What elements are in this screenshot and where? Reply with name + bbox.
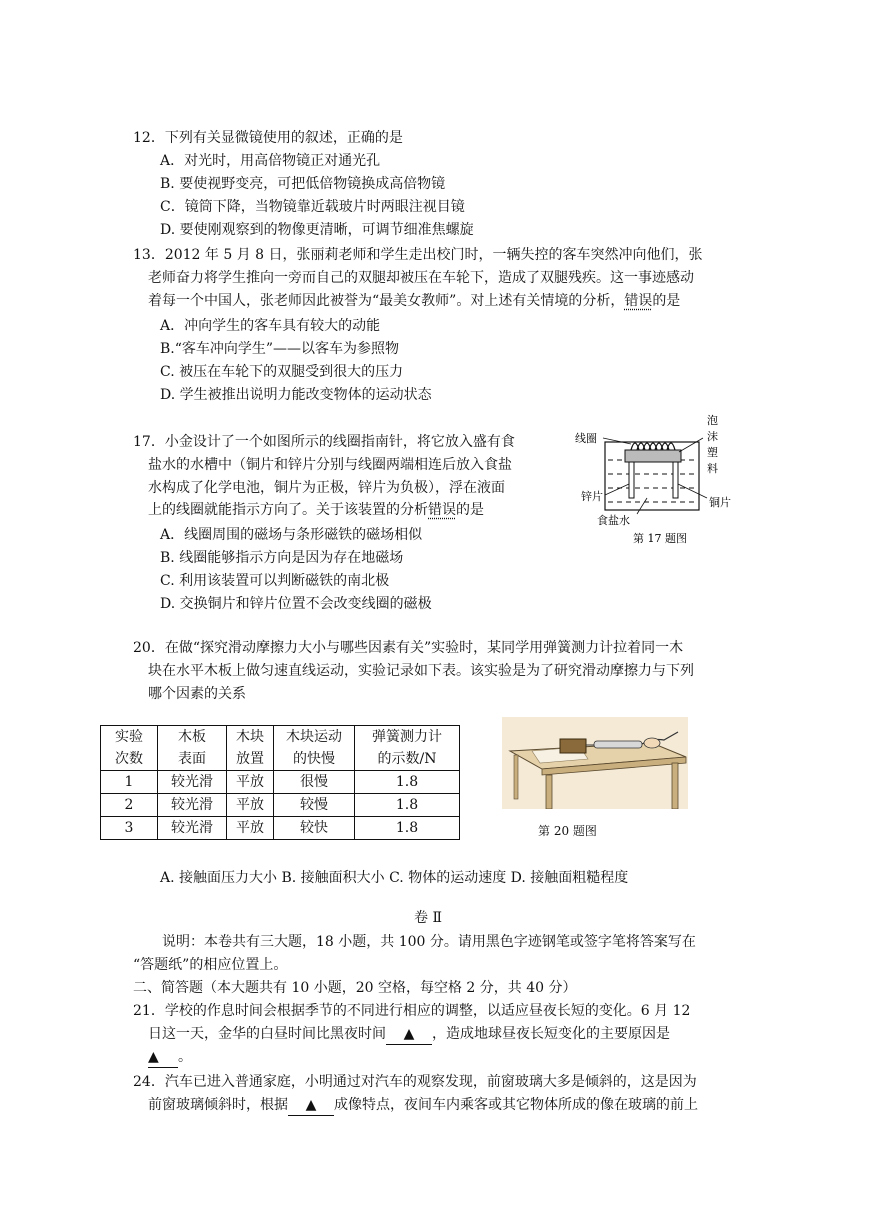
- coil: [631, 443, 675, 450]
- part2-title: 卷 Ⅱ: [414, 910, 442, 926]
- q12-option-b: B. 要使视野变亮，可把低倍物镜换成高倍物镜: [160, 176, 446, 192]
- table-cell: 3: [101, 817, 158, 840]
- q17-line3: 水构成了化学电池，铜片为正极，锌片为负极），浮在液面: [148, 480, 505, 496]
- header-force: 弹簧测力计 的示数/N: [355, 726, 460, 771]
- table-cell: 平放: [227, 794, 274, 817]
- table-cell: 1: [101, 771, 158, 794]
- q13-line3-text: 着每一个中国人，张老师因此被誉为“最美女教师”。对上述有关情境的分析，: [148, 293, 625, 309]
- table-cell: 1.8: [355, 794, 460, 817]
- q12-option-c: C．镜筒下降，当物镜靠近载玻片时两眼注视目镜: [160, 199, 465, 215]
- q17-line4: [148, 500, 484, 520]
- header-board-surface: 木板 表面: [158, 726, 227, 771]
- table-row: [101, 794, 460, 817]
- q13-option-b: B.“客车冲向学生”——以客车为参照物: [160, 341, 400, 357]
- table-cell: 较快: [274, 817, 355, 840]
- q17-option-a: A．线圈周围的磁场与条形磁铁的磁场相似: [160, 527, 423, 543]
- header-block-placement: 木块 放置: [227, 726, 274, 771]
- q13-option-a: A．冲向学生的客车具有较大的动能: [160, 318, 381, 334]
- table-cell: 较光滑: [158, 817, 227, 840]
- brine-label: 食盐水: [597, 514, 630, 527]
- copper-label: 铜片: [709, 496, 731, 509]
- section-heading: 二、简答题（本大题共有 10 小题，20 空格，每空格 2 分，共 40 分）: [133, 980, 577, 996]
- foam-block: [625, 450, 681, 462]
- table-cell: 较光滑: [158, 771, 227, 794]
- copper-plate: [673, 462, 678, 498]
- coil-compass-diagram: [575, 410, 745, 550]
- part2-note-line2: “答题纸”的相应位置上。: [133, 957, 288, 973]
- q12-option-d: D. 要使刚观察到的物像更清晰，可调节细准焦螺旋: [160, 222, 474, 238]
- q13-line3-end: 的是: [652, 293, 681, 309]
- table-cell: 很慢: [274, 771, 355, 794]
- foam-label-1: 泡: [707, 414, 718, 427]
- q12-option-a: A．对光时，用高倍物镜正对通光孔: [160, 153, 381, 169]
- q21-line2-text: 日这一天，金华的白昼时间比黑夜时间: [148, 1026, 386, 1042]
- q24-line2-text: 前窗玻璃倾斜时，根据: [148, 1097, 288, 1113]
- q20-options: A. 接触面压力大小 B. 接触面积大小 C. 物体的运动速度 D. 接触面粗糙程度: [160, 870, 629, 886]
- q21-line3-end: 。: [178, 1049, 192, 1065]
- table-cell: 较光滑: [158, 794, 227, 817]
- q24-line1: 24．汽车已进入普通家庭，小明通过对汽车的观察发现，前窗玻璃大多是倾斜的，这是因为: [133, 1074, 697, 1090]
- q21-answer-blank-1[interactable]: ▲: [386, 1024, 432, 1045]
- part2-note-line1: 说明：本卷共有三大题，18 小题，共 100 分。请用黑色字迹钢笔或签字笔将答案写在: [162, 934, 696, 950]
- q13-line2: 老师奋力将学生推向一旁而自己的双腿却被压在车轮下，造成了双腿残疾。这一事迹感动: [148, 270, 694, 286]
- header-speed: 木块运动 的快慢: [274, 726, 355, 771]
- fig17-caption: 第 17 题图: [633, 532, 687, 545]
- q20-line2: 块在水平木板上做匀速直线运动，实验记录如下表。该实验是为了研究滑动摩擦力与下列: [148, 663, 694, 679]
- q17-emphasis: 错误: [428, 502, 456, 518]
- table-cell: 2: [101, 794, 158, 817]
- table-row: [101, 817, 460, 840]
- q13-line1: 13．2012 年 5 月 8 日，张丽莉老师和学生走出校门时，一辆失控的客车突然冲向他们，张: [133, 247, 703, 263]
- q20-line1: 20．在做“探究滑动摩擦力大小与哪些因素有关”实验时，某同学用弹簧测力计拉着同一木: [133, 640, 684, 656]
- q21-line2: [148, 1024, 670, 1045]
- table-cell: 平放: [227, 817, 274, 840]
- q17-line4-end: 的是: [456, 502, 484, 518]
- friction-experiment-illustration: [502, 717, 688, 809]
- q17-line1: 17．小金设计了一个如图所示的线圈指南针，将它放入盛有食: [133, 434, 515, 450]
- q21-answer-blank-2[interactable]: ▲: [148, 1047, 178, 1068]
- table-header-row: [101, 726, 460, 771]
- coil-label: 线圈: [575, 432, 597, 445]
- foam-label-2: 沫: [707, 430, 718, 443]
- zinc-plate: [629, 462, 634, 498]
- q20-line3: 哪个因素的关系: [148, 686, 246, 702]
- table-cell: 1.8: [355, 771, 460, 794]
- table-row: [101, 771, 460, 794]
- q13-line3: [148, 291, 680, 311]
- q24-line2: [148, 1095, 698, 1116]
- q21-line2-end: ，造成地球昼夜长短变化的主要原因是: [432, 1026, 670, 1042]
- q24-line2-end: 成像特点，夜间车内乘客或其它物体所成的像在玻璃的前上: [334, 1097, 698, 1113]
- q17-option-b: B. 线圈能够指示方向是因为存在地磁场: [160, 550, 404, 566]
- q12-stem: 12．下列有关显微镜使用的叙述，正确的是: [133, 130, 403, 146]
- header-trial: 实验 次数: [101, 726, 158, 771]
- q17-line4-text: 上的线圈就能指示方向了。关于该装置的分析: [148, 502, 428, 518]
- table-cell: 平放: [227, 771, 274, 794]
- q17-line2: 盐水的水槽中（铜片和锌片分别与线圈两端相连后放入食盐: [148, 457, 512, 473]
- q13-emphasis: 错误: [624, 293, 653, 309]
- q13-option-c: C. 被压在车轮下的双腿受到很大的压力: [160, 364, 404, 380]
- table-cell: 1.8: [355, 817, 460, 840]
- table-cell: 较慢: [274, 794, 355, 817]
- foam-label-4: 料: [707, 462, 718, 475]
- zinc-label: 锌片: [581, 490, 603, 503]
- q17-option-c: C. 利用该装置可以判断磁铁的南北极: [160, 573, 390, 589]
- q17-option-d: D. 交换铜片和锌片位置不会改变线圈的磁极: [160, 596, 432, 612]
- q21-line3: [148, 1047, 192, 1068]
- brine-surface: [608, 460, 696, 502]
- friction-data-table: [100, 725, 460, 840]
- q13-option-d: D. 学生被推出说明力能改变物体的运动状态: [160, 387, 432, 403]
- fig20-caption: 第 20 题图: [538, 824, 597, 838]
- q24-answer-blank[interactable]: ▲: [288, 1095, 334, 1116]
- foam-label-3: 塑: [707, 446, 718, 459]
- q21-line1: 21．学校的作息时间会根据季节的不同进行相应的调整，以适应昼夜长短的变化。6 月 12: [133, 1003, 691, 1019]
